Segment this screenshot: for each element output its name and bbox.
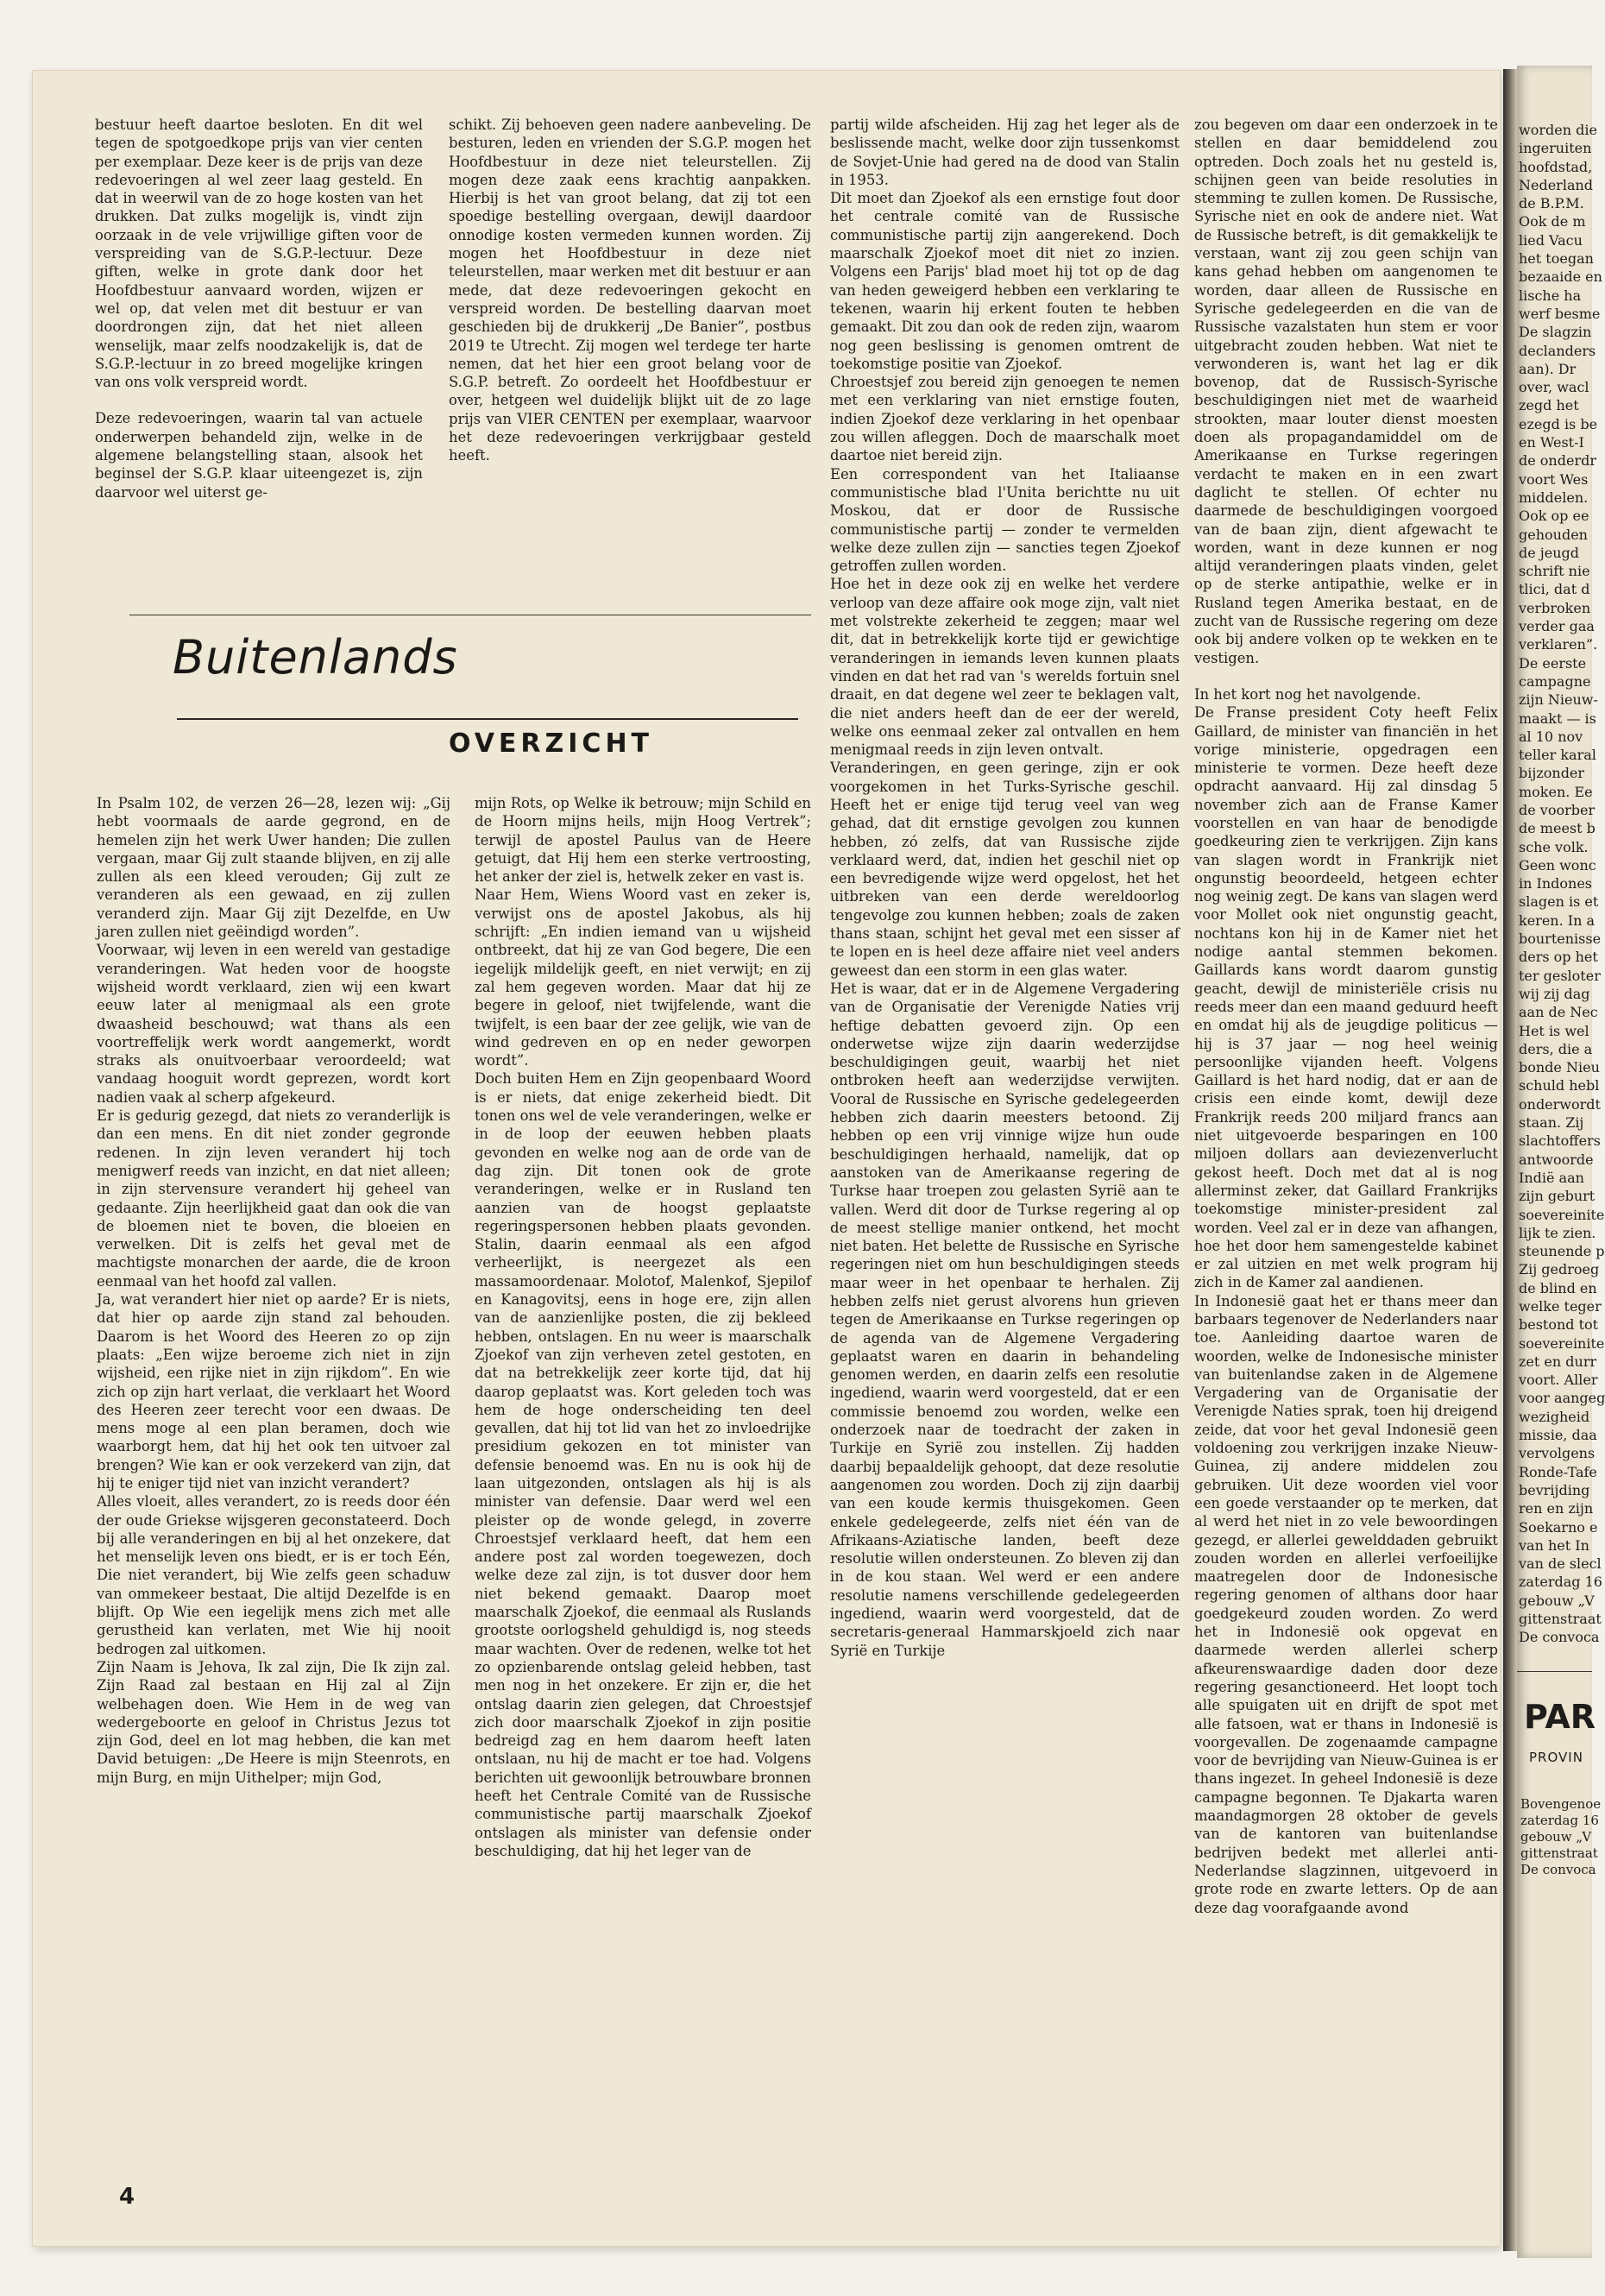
next-page-line: de blind en (1519, 1279, 1597, 1296)
paragraph: De Franse president Coty heeft Felix Gaillard, de minister van financiën in het vorige ministerie, opgedragen een ministerie te vormen. Deze heeft deze opdracht aanvaard. Hij zal dinsdag 5 november zich aan de Franse Kamer voorstellen en van haar de benodigde goedkeuring zien te verkrijgen. Zijn kans van slagen wordt in Frankrijk niet ongunstig beoordeeld, hetgeen echter nog weinig zegt. De kans van slagen werd voor Mollet ook niet ongunstig geacht, nochtans kon hij in de Kamer niet het nodige aantal stemmen bekomen. Gaillards kans wordt daarom gunstig geacht, dewijl de ministeriële crisis nu reeds meer dan een maand geduurd heeft en omdat hij als de jeugdige politicus — hij is 37 jaar — nog heel weinig persoonlijke vijanden heeft. Volgens Gaillard is het hard nodig, dat er aan de crisis een einde komt, dewijl deze Frankrijk reeds 200 miljard francs aan niet uitgevoerde besparingen en 100 miljoen dollars aan deviezenverlucht gekost heeft. Doch met dat al is nog allerminst zeker, dat Gaillard Frankrijks toekomstige minister-president zal worden. Veel zal er in deze van afhangen, hoe het door hem samengestelde kabinet er zal uitzien en met welk program hij zich in de Kamer zal aandienen. (1194, 704, 1498, 1291)
announcement-line: gittenstraat (1520, 1845, 1598, 1861)
next-page-line: Soekarno e (1519, 1518, 1598, 1536)
next-page-line: Nederland (1519, 176, 1594, 193)
announcement-line: Bovengenoe (1520, 1796, 1602, 1812)
next-page-line: van de slecl (1519, 1555, 1602, 1573)
announcement-line: De convoca (1520, 1862, 1596, 1877)
paragraph: Het is waar, dat er in de Algemene Vergadering van de Organisatie der Verenigde Naties vrij heftige debatten gevoerd zijn. Op een onderwetse wijze zijn daarin wederzijdse beschuldigingen geuit, waarbij het niet ontbroken heeft aan wederzijdse verwijten. Vooral de Russische en Syrische gedelegeerden hebben zich daarin meesters betoond. Zij hebben op een vrij vinnige wijze hun oude beschuldigingen herhaald, namelijk, dat op aanstoken van de Amerikaanse regering de Turkse haar troepen zou gelasten Syrië aan te vallen. Werd dit door de Turkse regering al op de meest stellige manier ontkend, het mocht niet baten. Het belette de Russische en Syrische regeringen niet om hun beschuldigingen steeds maar weer in het openbaar te herhalen. Zij hebben zelfs niet gerust alvorens hun grieven tegen de Amerikaanse en Turkse regeringen op de agenda van de Algemene Vergadering geplaatst waren en daarin in behandeling genomen werden, en daarin zelfs een resolutie ingediend, waarin werd voorgesteld, dat er een commissie benoemd zou worden, welke een onderzoek naar de toedracht der zaken in Turkije en Syrië zou instellen. Zij hadden daarbij bepaaldelijk gehoopt, dat deze resolutie aangenomen zou worden. Doch zij zijn daarbij van een koude kermis thuisgekomen. Geen enkele gedelegeerde, zelfs niet één van de Afrikaans-Aziatische landen, beeft deze resolutie willen ondersteunen. Zo bleven zij dan in de kou staan. Wel werd er een andere resolutie namens verschillende gedelegeerden ingediend, waarin werd voorgesteld, dat de secretaris-generaal Hammarskjoeld zich naar Syrië en Turkije (830, 980, 1180, 1659)
announcement-line: gebouw „V (1520, 1829, 1592, 1845)
next-page-line: de jeugd (1519, 544, 1580, 561)
next-page-line: Ook de m (1519, 213, 1586, 230)
paragraph: Dit moet dan Zjoekof als een ernstige fout door het centrale comité van de Russische communistische partij zijn aangerekend. Doch maarschalk Zjoekof moet dit niet zo inzien. Volgens een Parijs' blad moet hij tot op de dag van heden geweigerd hebben een verklaring te tekenen, waarin hij erkent fouten te hebben gemaakt. Dit zou dan ook de reden zijn, waarom nog geen beslissing is genomen omtrent de toekomstige positie van Zjoekof. (830, 190, 1180, 372)
next-page-line: bevrijding (1519, 1481, 1590, 1498)
next-page-line: Indië aan (1519, 1169, 1584, 1186)
next-page-line: schrift nie (1519, 563, 1590, 580)
next-page-line: Ook op ee (1519, 508, 1589, 525)
next-page-line: lische ha (1519, 287, 1582, 304)
next-page-line: gehouden (1519, 526, 1588, 543)
next-page-line: gebouw „V (1519, 1592, 1595, 1609)
book-gutter (1503, 69, 1517, 2251)
paragraph: In Indonesië gaat het er thans meer dan barbaars tegenover de Nederlanders naar toe. Aanleiding daartoe waren de woorden, welke de Indonesische minister van buitenlandse zaken in de Algemene Vergadering van de Organisatie der Verenigde Naties sprak, toen hij dreigend zeide, dat voor het geval Indonesië geen voldoening zou verkrijgen inzake Nieuw-Guinea, zij andere middelen zou gebruiken. Uit deze woorden viel voor een goede verstaander op te merken, dat al werd het niet in zo vele bewoordingen gezegd, er allerlei gewelddaden gebruikt zouden worden en allerlei verfoeilijke maatregelen door de Indonesische regering genomen of althans door haar goedgekeurd zouden worden. Zo werd het in Indonesië ook opgevat en daarmede werden allerlei scherp afkeurenswaardige daden door deze regering gesanctioneerd. Het loopt toch alle spuigaten uit en drijft de spot met alle fatsoen, wat er thans in Indonesië is voorgevallen. De zogenaamde campagne voor de bevrijding van Nieuw-Guinea is er thans ingezet. In geheel Indonesië is deze campagne begonnen. Te Djakarta waren maandagmorgen 28 oktober de gevels van de kantoren van buitenlandse bedrijven bedekt met allerlei anti-Nederlandse slagzinnen, uitgevoerd in grote rode en zwarte letters. Op de aan deze dag voorafgaande avond (1194, 1292, 1498, 1916)
next-page-line: maakt — is (1519, 710, 1596, 727)
next-page-line: ingeruiten (1519, 140, 1592, 157)
paragraph: In het kort nog het navolgende. (1194, 685, 1421, 703)
column-overzicht-4 (1194, 116, 1498, 2161)
next-page-line: al 10 nov (1519, 728, 1583, 745)
next-page-line: verklaren”. (1519, 636, 1598, 653)
next-page-line: soevereinite (1519, 1206, 1605, 1223)
next-page-line: hoofdstad, (1519, 158, 1593, 175)
next-page-line: zijn geburt (1519, 1188, 1596, 1205)
announcement-line: zaterdag 16 (1520, 1813, 1599, 1828)
paragraph: Chroestsjef zou bereid zijn genoegen te nemen met een verklaring van niet ernstige fouten, indien Zjoekof deze verklaring in het openbaar zou willen afleggen. Doch de maarschalk moet daartoe niet bereid zijn. (830, 374, 1180, 464)
next-page-line: bonde Nieu (1519, 1059, 1600, 1076)
paragraph: Alles vloeit, alles verandert, zo is reeds door één der oude Griekse wijsgeren geconstateerd. Doch bij alle veranderingen en bij al het onzekere, dat het menselijk leven ons biedt, er is er toch Eén, Die niet verandert, bij Wie zelfs geen schaduw van ommekeer bestaat, Die altijd Dezelfde is en blijft. Op Wie een iegelijk mens zich met alle gerustheid kan verlaten, met Wie hij nooit bedrogen zal uitkomen. (97, 1493, 450, 1657)
next-page-line: wezigheid (1519, 1408, 1590, 1425)
paragraph: Hoe het in deze ook zij en welke het verdere verloop van deze affaire ook moge zijn, valt niet met volstrekte zekerheid te zeggen; maar wel dit, dat in betrekkelijk korte tijd er gewichtige veranderingen in iemands leven kunnen plaats vinden en dat het rad van 's werelds fortuin snel draait, en dat degene wel zeer te beklagen valt, die niet anders heeft dan de eer der wereld, welke ons eenmaal zeker zal ontvallen en hem menigmaal reeds in zijn leven ontvalt. (830, 576, 1180, 759)
next-page-line: bijzonder (1519, 765, 1585, 782)
paragraph: Naar Hem, Wiens Woord vast en zeker is, verwijst ons de apostel Jakobus, als hij schrijft: „En indien iemand van u wijsheid ontbreekt, dat hij ze van God begere, Die een iegelijk mildelijk geeft, en niet verwijt; en zij zal hem gegeven worden. Maar dat hij ze begere in geloof, niet twijfelende, want die twijfelt, is een baar der zee gelijk, wie van de wind gedreven en op en neder geworpen wordt”. (475, 886, 811, 1069)
next-page-line: onderwordt (1519, 1095, 1601, 1113)
next-page-edge (1517, 66, 1605, 2258)
paragraph: Er is gedurig gezegd, dat niets zo veranderlijk is dan een mens. En dit niet zonder gegronde redenen. In zijn leven verandert hij toch menigwerf reeds van inzicht, en dat niet alleen; in zijn stervensure verandert hij geheel van gedaante. Zijn heerlijkheid gaat dan ook die van de bloemen niet te boven, die bloeien en verwelken. Dit is zelfs het geval met de machtigste monarchen der aarde, die de kroon eenmaal van het hoofd zal vallen. (97, 1107, 450, 1290)
next-page-line: aan). Dr (1519, 360, 1577, 377)
paragraph: Veranderingen, en geen geringe, zijn er ook voorgekomen in het Turks-Syrische geschil. Heeft het er enige tijd terug veel van weg gehad, dat dit ernstige gevolgen zou kunnen hebben, zó zelfs, dat van Russische zijde verklaard werd, dat, indien het geschil niet op een bevredigende wijze werd opgelost, het het uitbreken van een derde wereldoorlog tengevolge zou kunnen hebben; zoals de zaken thans staan, schijnt het geval met een sisser af te lopen en is heel deze affaire niet veel anders geweest dan een storm in een glas water. (830, 760, 1180, 979)
next-page-line: soevereinite (1519, 1334, 1605, 1352)
paragraph: partij wilde afscheiden. Hij zag het leger als de beslissende macht, welke door zijn tussenkomst de Sovjet-Unie had gered na de dood van Stalin in 1953. (830, 117, 1180, 188)
next-page-line: sche volk. (1519, 838, 1589, 855)
next-page-line: de meest b (1519, 820, 1596, 837)
announcement-text (1517, 1796, 1602, 1878)
next-page-line: Geen wonc (1519, 856, 1596, 874)
paragraph: mijn Rots, op Welke ik betrouw; mijn Schild en de Hoorn mijns heils, mijn Hoog Vertrek”; terwijl de apostel Paulus van de Heere getuigt, dat Hij hem een sterke vertroosting, het anker der ziel is, hetwelk zeker en vast is. (475, 795, 811, 886)
next-page-line: Zij gedroeg (1519, 1261, 1600, 1278)
announcement-subtitle: PROVIN (1529, 1750, 1583, 1765)
next-page-line: zegd het (1519, 397, 1579, 414)
heading-underline (177, 718, 798, 720)
paragraph: Doch buiten Hem en Zijn geopenbaard Woord is er niets, dat enige zekerheid biedt. Dit tonen ons wel de vele veranderingen, welke er in de loop der eeuwen hebben plaats gevonden en welke nog aan de orde van de dag zijn. Dit tonen ook de grote veranderingen, welke er in Rusland ten aanzien van de hoogst geplaatste regeringspersonen hebben plaats gevonden. Stalin, daarin eenmaal als een afgod verheerlijkt, is neergezet als een massamoordenaar. Molotof, Malenkof, Sjepilof en Kanagovitsj, eens in hoge ere, zijn allen van de aanzienlijke posten, die zij bekleed hebben, ontslagen. En nu weer is maarschalk Zjoekof van zijn verheven zetel gestoten, en dat na betrekkelijk zeer korte tijd, dat hij daarop geplaatst was. Kort geleden toch was hem de hoge onderscheiding ten deel gevallen, dat hij tot lid van het zo invloedrijke presidium gekozen en tot minister van defensie benoemd was. En nu is ook hij de laan uitgezonden, ontslagen als hij is als minister van defensie. Daar werd wel een pleister op de wonde gelegd, in zoverre Chroestsjef verklaard heeft, dat hem een andere post zal worden toegewezen, doch welke deze zal zijn, is tot dusver door hem niet bekend gemaakt. Daarop moet maarschalk Zjoekof, die eenmaal als Ruslands grootste oorlogsheld gehuldigd is, nog steeds maar wachten. Over de redenen, welke tot het zo opzienbarende ontslag geleid hebben, tast men nog in het onzekere. Er zijn er, die het ontslag daarin zien gelegen, dat Chroestsjef zich door maarschalk Zjoekof in zijn positie bedreigd zag en hem daarom heeft laten ontslaan, nu hij de macht er toe had. Volgens berichten uit gewoonlijk betrouwbare bronnen heeft het Centrale Comité van de Russische communistische partij maarschalk Zjoekof ontslagen als minister van defensie onder beschuldiging, dat hij het leger van de (475, 1070, 811, 1859)
next-page-line: voort Wes (1519, 470, 1589, 488)
next-page-line: over, wacl (1519, 379, 1589, 396)
column-overzicht-1 (97, 794, 450, 1787)
next-page-line: declanders (1519, 342, 1596, 359)
next-page-line: missie, daa (1519, 1427, 1597, 1444)
paragraph: Voorwaar, wij leven in een wereld van gestadige veranderingen. Wat heden voor de hoogste wijsheid wordt verklaard, zien wij een kwart eeuw later al menigmaal als een grote dwaasheid beschouwd; wat thans als een voortreffelijk werk wordt aangemerkt, wordt straks als onuitvoerbaar veroordeeld; wat vandaag hooguit wordt geprezen, wordt kort nadien vaak al scherp afgekeurd. (97, 942, 450, 1106)
next-page-line: wij zij dag (1519, 985, 1590, 1002)
next-page-line: Het is wel (1519, 1022, 1589, 1039)
next-page-line: welke teger (1519, 1298, 1602, 1315)
column-sgp-part2 (449, 116, 811, 465)
next-page-announcement-box (1517, 1671, 1602, 1878)
next-page-line: ders, die a (1519, 1040, 1593, 1057)
next-page-line: tlici, dat d (1519, 581, 1590, 598)
next-page-line: in Indones (1519, 875, 1592, 893)
column-overzicht-2 (475, 794, 811, 1860)
next-page-line: slagen is et (1519, 893, 1599, 911)
next-page-line: bourtenisse (1519, 930, 1602, 948)
next-page-line: van het In (1519, 1536, 1589, 1554)
next-page-line: De slagzin (1519, 324, 1592, 341)
next-page-line: teller karal (1519, 747, 1596, 764)
next-page-line: antwoorde (1519, 1151, 1594, 1168)
next-page-line: keren. In a (1519, 911, 1596, 929)
next-page-text-fragments (1519, 121, 1605, 1647)
page-number: 4 (119, 2184, 135, 2210)
paragraph: Zijn Naam is Jehova, Ik zal zijn, Die Ik zijn zal. Zijn Raad zal bestaan en Hij zal al Zijn welbehagen doen. Wie Hem in de weg van wedergeboorte en geloof in Christus Jezus tot zijn God, deel en lot mag hebben, die kan met David betuigen: „De Heere is mijn Steenrots, en mijn Burg, en mijn Uithelper; mijn God, (97, 1658, 450, 1786)
next-page-line: bezaaide en (1519, 268, 1602, 286)
next-page-line: de B.P.M. (1519, 195, 1584, 212)
paragraph: bestuur heeft daartoe besloten. En dit wel tegen de spotgoedkope prijs van vier centen per exemplaar. Deze keer is de prijs van deze redevoeringen al wel zeer laag gesteld. En dat in weerwil van de zo hoge kosten van het drukken. Dat zulks mogelijk is, vindt zijn oorzaak in de vele vrijwillige giften voor de verspreiding van de S.G.P.-lectuur. Deze giften, welke in grote dank door het Hoofdbestuur aanvaard worden, wijzen er wel op, dat velen met dit bestuur er van doordrongen zijn, dat het niet alleen wenselijk, maar zelfs noodzakelijk is, dat de S.G.P.-lectuur in zo breed mogelijke kringen van ons volk verspreid wordt. (95, 117, 423, 391)
next-page-line: moken. Ee (1519, 783, 1593, 800)
next-page-line: ezegd is be (1519, 415, 1598, 432)
next-page-line: schuld hebl (1519, 1077, 1600, 1094)
next-page-line: werf besme (1519, 305, 1601, 322)
paragraph: Een correspondent van het Italiaanse communistische blad l'Unita berichtte nu uit Moskou, dat er door de Russische communistische partij — zonder te vermelden welke deze zullen zijn — sancties tegen Zjoekof getroffen zullen worden. (830, 465, 1180, 575)
next-page-line: Ronde-Tafe (1519, 1463, 1597, 1480)
next-page-line: zijn Nieuw- (1519, 691, 1598, 709)
next-page-line: de voorber (1519, 801, 1596, 818)
next-page-line: slachtoffers (1519, 1132, 1601, 1150)
next-page-line: lijk te zien. (1519, 1224, 1596, 1241)
next-page-line: bestond tot (1519, 1316, 1599, 1334)
paragraph: zou begeven om daar een onderzoek in te stellen en daar bemiddelend zou optreden. Doch zoals het nu gesteld is, schijnen geen van beide resoluties in stemming te zullen komen. De Russische, Syrische niet en ook de andere niet. Wat de Russische betreft, is dit gemakkelijk te verstaan, want zij zou geen schijn van kans gehad hebben om aangenomen te worden, daar alleen de Russische en Syrische gedelegeerden en die van de Russische vazalstaten hun stem er voor uitgebracht zouden hebben. Wat niet te verwonderen is, want het lag er dik bovenop, dat de Russisch-Syrische beschuldigingen niet met de waarheid strookten, maar louter dienst moesten doen als propagandamiddel om de Amerikaanse en Turkse regeringen verdacht te maken en in een zwart daglicht te stellen. Of echter nu daarmede de beschuldigingen voorgoed van de baan zijn, dient afgewacht te worden, want in deze kunnen er nog altijd veranderingen plaats vinden, gelet op de sterke antipathie, welke er in Rusland tegen Amerika bestaat, en de zucht van de Russische regering om deze ook bij andere volken op te wekken en te vestigen. (1194, 117, 1498, 666)
next-page-line: zaterdag 16 (1519, 1574, 1602, 1591)
next-page-line: De eerste (1519, 654, 1587, 672)
paragraph: Ja, wat verandert hier niet op aarde? Er is niets, dat hier op aarde zijn stand zal behouden. Daarom is het Woord des Heeren zo op zijn plaats: „Een wijze beroeme zich niet in zijn wijsheid, een rijke niet in zijn rijkdom”. En wie zich op zijn hart verlaat, die verklaart het Woord des Heeren zeer terecht voor een dwaas. De mens moge al een plan beramen, doch wie waarborgt hem, dat hij het ook ten uitvoer zal brengen? Wie kan er ook verzekerd van zijn, dat hij te eniger tijd niet van inzicht verandert? (97, 1291, 450, 1492)
column-overzicht-3 (830, 116, 1180, 1660)
next-page-line: worden die (1519, 122, 1597, 138)
next-page-line: voort. Aller (1519, 1372, 1598, 1389)
section-subheading: OVERZICHT (449, 729, 654, 759)
section-heading: Buitenlands (173, 630, 458, 684)
next-page-line: vervolgens (1519, 1445, 1596, 1462)
next-page-line: steunende p (1519, 1243, 1605, 1260)
next-page-line: gittenstraat (1519, 1611, 1602, 1628)
paragraph: In Psalm 102, de verzen 26—28, lezen wij: „Gij hebt voormaals de aarde gegrond, en de hemelen zijn het werk Uwer handen; Die zullen vergaan, maar Gij zult staande blijven, en zij alle zullen als een kleed verouden; Gij zult ze veranderen als een gewaad, en zij zullen veranderd zijn. Maar Gij zijt Dezelfde, en Uw jaren zullen niet geëindigd worden”. (97, 795, 450, 941)
next-page-line: lied Vacu (1519, 231, 1583, 249)
next-page-line: middelen. (1519, 489, 1589, 506)
next-page-line: campagne (1519, 672, 1591, 690)
next-page-line: ter gesloter (1519, 967, 1601, 984)
next-page-line: en West-I (1519, 434, 1584, 451)
next-page-line: De convoca (1519, 1629, 1600, 1646)
next-page-line: aan de Nec (1519, 1004, 1598, 1021)
next-page-line: verbroken (1519, 599, 1591, 616)
next-page-line: voor aangeg (1519, 1390, 1605, 1407)
next-page-line: ren en zijn (1519, 1500, 1594, 1517)
next-page-line: het toegan (1519, 250, 1594, 268)
next-page-line: zet en durr (1519, 1353, 1597, 1370)
column-sgp-part1 (95, 116, 423, 501)
next-page-line: verder gaa (1519, 618, 1595, 635)
paragraph: schikt. Zij behoeven geen nadere aanbeveling. De besturen, leden en vrienden der S.G.P. mogen het Hoofdbestuur in deze niet teleurstellen. Zij mogen deze zaak eens krachtig aanpakken. Hierbij is het van groot belang, dat zij tot een spoedige bestelling overgaan, dewijl daardoor onnodige kosten vermeden kunnen worden. Zij mogen het Hoofdbestuur in deze niet teleurstellen, maar werken met dit bestuur er aan mede, dat deze redevoeringen gekocht en verspreid worden. De bestelling daarvan moet geschieden bij de drukkerij „De Banier”, postbus 2019 te Utrecht. Zij mogen wel terdege ter harte nemen, dat het hier een groot belang voor de S.G.P. betreft. Zo oordeelt het Hoofdbestuur er over, hetgeen wel duidelijk blijkt uit de zo lage prijs van VIER CENTEN per exemplaar, waarvoor het deze redevoeringen verkrijgbaar gesteld heeft. (449, 117, 811, 464)
paragraph: Deze redevoeringen, waarin tal van actuele onderwerpen behandeld zijn, welke in de algemene belangstelling staan, alsook het beginsel der S.G.P. klaar uiteengezet is, zijn daarvoor wel uiterst ge- (95, 410, 423, 501)
announcement-title: PAR (1524, 1698, 1596, 1736)
next-page-line: staan. Zij (1519, 1114, 1584, 1132)
next-page-line: ders op het (1519, 949, 1598, 966)
next-page-line: de onderdr (1519, 452, 1596, 470)
